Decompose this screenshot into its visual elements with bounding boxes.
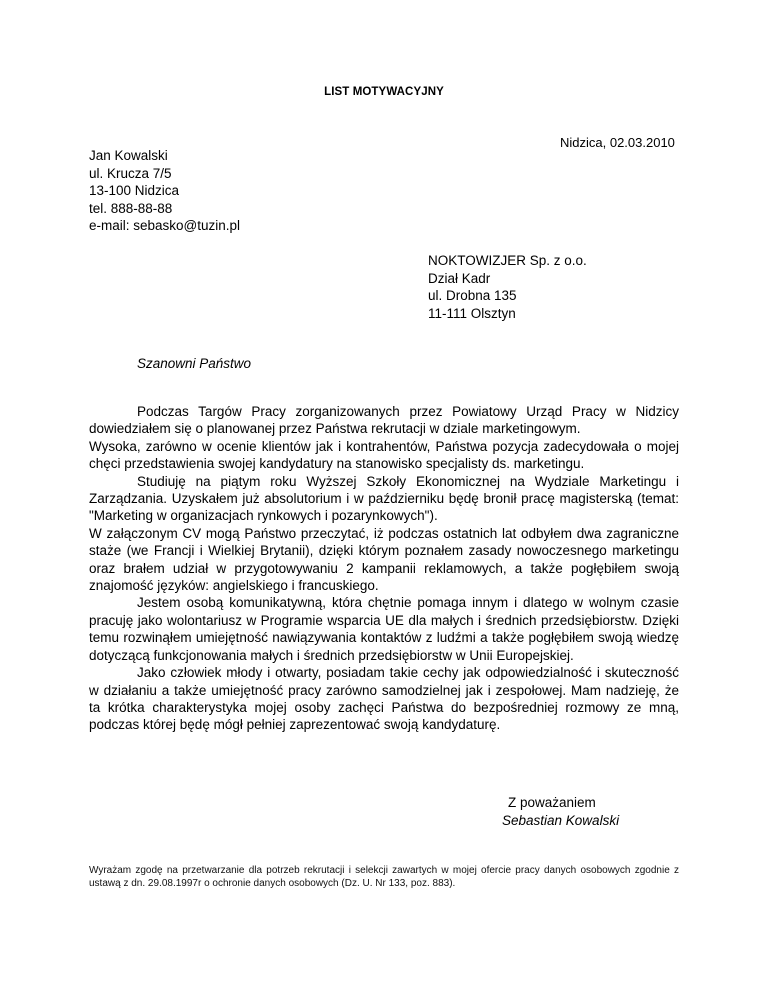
recipient-city: 11-111 Olsztyn bbox=[428, 305, 516, 321]
sender-phone: tel. 888-88-88 bbox=[89, 200, 173, 216]
recipient-department: Dział Kadr bbox=[428, 270, 491, 286]
body-paragraph-6: Jako człowiek młody i otwarty, posiadam takie cechy jak odpowiedzialność i skuteczność w działaniu a także umiejętność pracy zarówno samodzielnej jak i zespołowej. Mam nadzieję, że ta krótka charakterystyka mojej osoby zachęci Państwa do bezpośredniej rozmowy ze mną, podczas której będę mógł pełniej zaprezentować swoją kandydaturę. bbox=[89, 665, 679, 733]
recipient-street: ul. Drobna 135 bbox=[428, 288, 517, 303]
closing: Z poważaniem bbox=[508, 795, 596, 810]
signature: Sebastian Kowalski bbox=[502, 813, 620, 828]
sender-email: e-mail: sebasko@tuzin.pl bbox=[89, 218, 241, 233]
sender-address bbox=[89, 147, 240, 235]
sender-street: ul. Krucza 7/5 bbox=[89, 165, 172, 181]
recipient-address bbox=[428, 252, 587, 322]
body-paragraph-3: Studiuję na piątym roku Wyższej Szkoły Ekonomicznej na Wydziale Marketingu i Zarządzania. Uzyskałem już absolutorium i w październiku będę bronił pracę magisterską (temat: "Marketing w organizacjach rynkowych i pozarynkowych"). bbox=[89, 473, 679, 524]
place-date: Nidzica, 02.03.2010 bbox=[560, 135, 675, 150]
recipient-company: NOKTOWIZJER Sp. z o.o. bbox=[428, 253, 587, 268]
salutation: Szanowni Państwo bbox=[137, 356, 252, 371]
body-paragraph-4: W załączonym CV mogą Państwo przeczytać, iż podczas ostatnich lat odbyłem dwa zagraniczne staże (we Francji i Wielkiej Brytanii), dzięki którym poznałem zasady nowoczesnego marketingu oraz brałem udział w przygotowywaniu 2 kampanii reklamowych, a także pogłębiłem swoją znajomość języków: angielskiego i francuskiego. bbox=[89, 525, 679, 594]
sender-city: 13-100 Nidzica bbox=[89, 183, 180, 198]
sender-name: Jan Kowalski bbox=[89, 148, 168, 163]
body-paragraph-2: Wysoka, zarówno w ocenie klientów jak i kontrahentów, Państwa pozycja zadecydowała o mojej chęci przedstawienia swojej kandydatury na stanowisko specjalisty ds. marketingu. bbox=[89, 438, 679, 472]
data-consent-clause: Wyrażam zgodę na przetwarzanie dla potrzeb rekrutacji i selekcji zawartych w mojej ofercie pracy danych osobowych zgodnie z ustawą z dn. 29.08.1997r o ochronie danych osobowych (Dz. U. Nr 133, poz. 883). bbox=[89, 865, 679, 889]
body-paragraph-5: Jestem osobą komunikatywną, która chętnie pomaga innym i dlatego w wolnym czasie pracuję jako wolontariusz w Programie wsparcia UE dla małych i średnich przedsiębiorstw. Dzięki temu rozwinąłem umiejętność nawiązywania kontaktów z ludźmi a także pogłębiłem swoją wiedzę dotyczącą funkcjonowania małych i średnich przedsiębiorstw w Unii Europejskiej. bbox=[89, 595, 679, 663]
letter-body bbox=[89, 403, 679, 734]
body-paragraph-1: Podczas Targów Pracy zorganizowanych przez Powiatowy Urząd Pracy w Nidzicy dowiedziałem się o planowanej przez Państwa rekrutacji w dziale marketingowym. bbox=[89, 404, 679, 437]
document-title: LIST MOTYWACYJNY bbox=[324, 86, 444, 98]
